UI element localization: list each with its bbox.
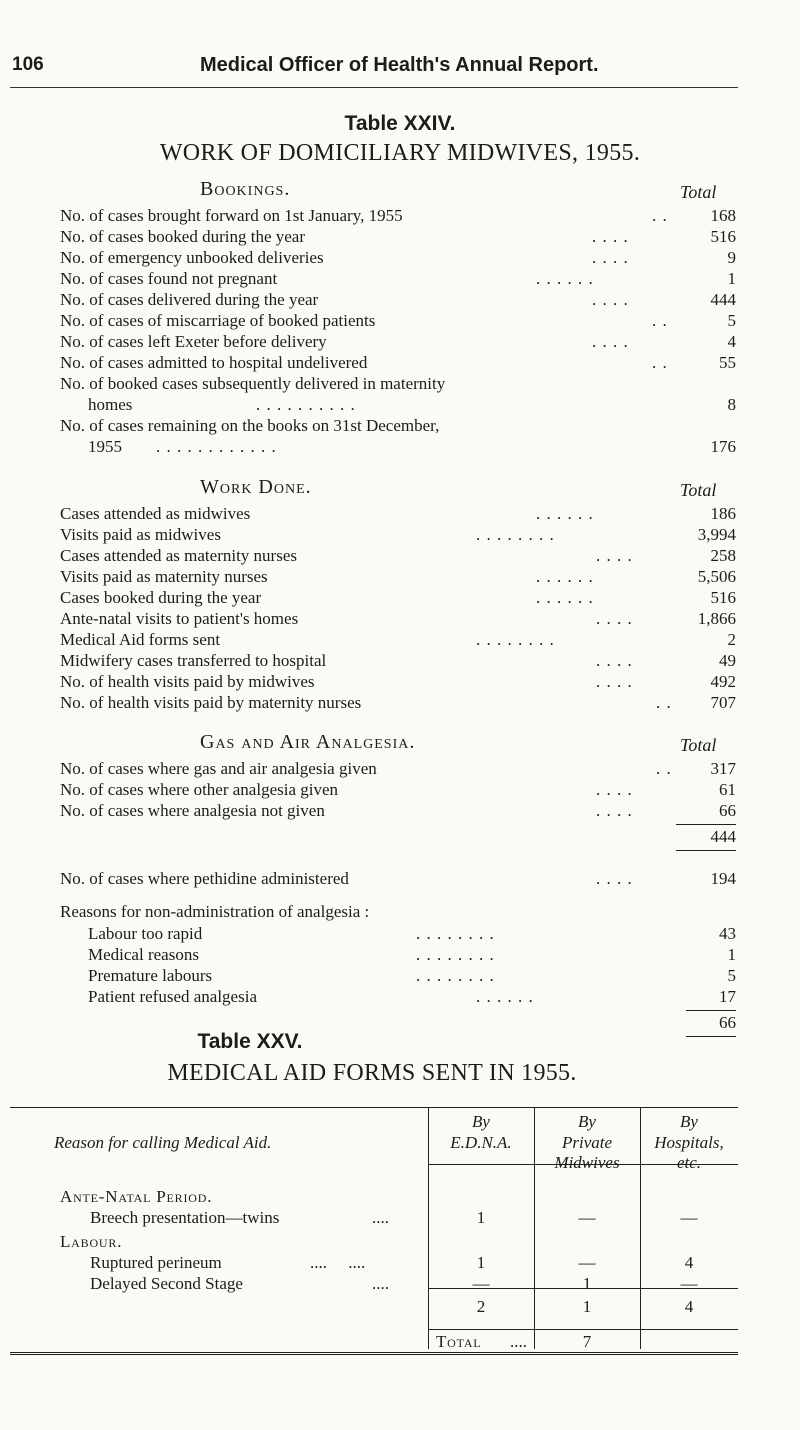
leader-dots: . . . . [596, 651, 633, 670]
row-label: No. of cases brought forward on 1st January, 1955 [60, 206, 403, 225]
row-value: 186 [710, 504, 736, 523]
subtotal-rule [676, 824, 736, 825]
leader-dots: . . . . [596, 609, 633, 628]
column-header-hosp-by: By [680, 1112, 698, 1131]
total-private: 1 [582, 1297, 592, 1316]
leader-dots: . . . . [592, 227, 629, 246]
row-value: 194 [710, 869, 736, 888]
row-value: 317 [710, 759, 736, 778]
row-value: 5 [727, 966, 736, 985]
leader-dots: . . . . . . [536, 504, 594, 523]
row-label: No. of emergency unbooked deliveries [60, 248, 324, 267]
row-label: No. of cases delivered during the year [60, 290, 319, 309]
work-done-title: Work Done. [200, 476, 312, 498]
cell-edna: 1 [476, 1208, 486, 1227]
table-25-heading: Table XXV. [197, 1030, 303, 1053]
cell-hospital: — [680, 1208, 698, 1227]
leader-dots: . . . . . . [536, 269, 594, 288]
leader-dots: . . [656, 759, 672, 778]
table-row [60, 944, 736, 966]
table-row [60, 671, 736, 693]
column-header-private: Private [561, 1133, 613, 1152]
row-label: Cases attended as midwives [60, 504, 251, 523]
row-value: 49 [719, 651, 736, 670]
subtotal-underline [676, 850, 736, 851]
row-label: Midwifery cases transferred to hospital [60, 651, 327, 670]
table-row [60, 415, 736, 437]
totals-bottom-rule [428, 1329, 738, 1330]
leader-dots: . . . . . . . . [476, 630, 555, 649]
row-label: No. of cases booked during the year [60, 227, 306, 246]
row-label: No. of cases where pethidine administered [60, 869, 349, 888]
leader-dots: . . . . . . [536, 588, 594, 607]
bookings-total-header: Total [680, 182, 717, 202]
leader-dots: .... [372, 1274, 389, 1293]
row-value: 258 [710, 546, 736, 565]
table-row [60, 650, 736, 672]
table-bottom-rule [10, 1352, 738, 1355]
row-value: 8 [727, 395, 736, 414]
table-row [60, 566, 736, 588]
row-label: Ruptured perineum [90, 1253, 222, 1272]
table-row [60, 289, 736, 311]
cell-private: — [578, 1253, 596, 1272]
table-row [60, 629, 736, 651]
row-value: 492 [710, 672, 736, 691]
running-header-title: Medical Officer of Health's Annual Report. [200, 54, 599, 76]
leader-dots: . . . . . . . . . . [256, 395, 356, 414]
row-label: Cases attended as maternity nurses [60, 546, 297, 565]
table-row [60, 986, 736, 1008]
gas-air-total-header: Total [680, 735, 717, 755]
table-row [60, 205, 736, 227]
leader-dots: . . . . [596, 869, 633, 888]
reasons-total: 66 [719, 1013, 736, 1032]
row-value: 444 [710, 290, 736, 309]
row-value: 168 [710, 206, 736, 225]
row-value: 176 [710, 437, 736, 456]
row-label: No. of cases found not pregnant [60, 269, 278, 288]
table-row [60, 268, 736, 290]
subtotal-rule [686, 1010, 736, 1011]
table-24-heading: Table XXIV. [344, 112, 456, 135]
bookings-title: Bookings. [200, 178, 291, 200]
table-row [60, 503, 736, 525]
row-value: 707 [710, 693, 736, 712]
page-number: 106 [12, 54, 44, 75]
header-rule [10, 87, 738, 88]
row-label: 1955 [88, 437, 122, 456]
column-header-etc: etc. [676, 1153, 702, 1172]
leader-dots: . . . . [592, 290, 629, 309]
table-row [60, 352, 736, 374]
row-value: 5 [727, 311, 736, 330]
table-row [60, 436, 736, 458]
row-label: No. of cases remaining on the books on 31st December, [60, 416, 440, 435]
work-done-total-header: Total [680, 480, 717, 500]
table-row [60, 779, 736, 801]
analgesia-subtotal: 444 [710, 827, 736, 846]
row-value: 66 [719, 801, 736, 820]
column-header-edna: E.D.N.A. [450, 1133, 512, 1152]
table-row [60, 965, 736, 987]
row-label: homes [88, 395, 133, 414]
leader-dots: . . [652, 206, 668, 225]
row-label: No. of cases where gas and air analgesia given [60, 759, 377, 778]
table-row [60, 226, 736, 248]
row-label: No. of cases admitted to hospital undelivered [60, 353, 368, 372]
table-row [60, 758, 736, 780]
row-label: Ante-natal visits to patient's homes [60, 609, 299, 628]
row-label: Visits paid as midwives [60, 525, 221, 544]
column-header-private-by: By [578, 1112, 596, 1131]
leader-dots: .... .... [310, 1253, 366, 1272]
leader-dots: . . [656, 693, 672, 712]
row-value: 17 [719, 987, 736, 1006]
group-antenatal: Ante-Natal Period. [60, 1187, 213, 1206]
leader-dots: .... [372, 1208, 389, 1227]
cell-edna: 1 [476, 1253, 486, 1272]
row-value: 1,866 [697, 609, 736, 628]
row-value: 1 [727, 945, 736, 964]
leader-dots: . . . . [596, 780, 633, 799]
row-label: Breech presentation—twins [90, 1208, 280, 1227]
table-row [60, 692, 736, 714]
row-label: No. of cases where analgesia not given [60, 801, 325, 820]
row-value: 516 [710, 227, 736, 246]
column-header-midwives: Midwives [554, 1153, 620, 1172]
reasons-heading: Reasons for non-administration of analgesia : [60, 902, 370, 921]
leader-dots: . . . . . . . . [416, 966, 495, 985]
cell-edna: — [472, 1274, 490, 1293]
table-row [60, 373, 736, 395]
leader-dots: . . . . . . . . . . . . [156, 437, 277, 456]
cell-private: — [578, 1208, 596, 1227]
row-value: 5,506 [697, 567, 736, 586]
column-header-reason: Reason for calling Medical Aid. [54, 1133, 272, 1152]
leader-dots: . . . . . . [476, 987, 534, 1006]
row-label: No. of health visits paid by maternity nurses [60, 693, 362, 712]
table-row [60, 247, 736, 269]
table-row [60, 524, 736, 546]
cell-hospital: 4 [684, 1253, 694, 1272]
table-row [60, 800, 736, 822]
leader-dots: . . . . . . . . [476, 525, 555, 544]
gas-air-title: Gas and Air Analgesia. [200, 731, 416, 753]
table-row [60, 868, 736, 890]
table-row [60, 394, 736, 416]
row-value: 516 [710, 588, 736, 607]
subtotal-underline [686, 1036, 736, 1037]
table-24-title: WORK OF DOMICILIARY MIDWIVES, 1955. [159, 140, 641, 166]
table-row [60, 587, 736, 609]
table-top-rule [10, 1107, 738, 1108]
row-label: Premature labours [88, 966, 213, 985]
row-label: Delayed Second Stage [90, 1274, 243, 1293]
cell-hospital: — [680, 1274, 698, 1293]
row-value: 55 [719, 353, 736, 372]
row-label: No. of booked cases subsequently delivered in maternity [60, 374, 446, 393]
row-value: 43 [719, 924, 736, 943]
column-header-edna-by: By [472, 1112, 490, 1131]
table-row [60, 310, 736, 332]
row-label: Cases booked during the year [60, 588, 262, 607]
leader-dots: . . [652, 353, 668, 372]
table-row [60, 331, 736, 353]
row-label: No. of cases left Exeter before delivery [60, 332, 327, 351]
group-labour: Labour. [60, 1232, 123, 1251]
grand-total-value: 7 [582, 1332, 592, 1351]
leader-dots: . . . . [596, 672, 633, 691]
row-label: Patient refused analgesia [88, 987, 257, 1006]
leader-dots: . . . . . . . . [416, 924, 495, 943]
row-value: 4 [727, 332, 736, 351]
row-label: Medical reasons [88, 945, 199, 964]
table-row [60, 608, 736, 630]
leader-dots: . . . . . . [536, 567, 594, 586]
table-row [60, 545, 736, 567]
row-value: 1 [727, 269, 736, 288]
leader-dots: .... [510, 1332, 527, 1351]
row-value: 9 [727, 248, 736, 267]
row-value: 2 [727, 630, 736, 649]
total-edna: 2 [476, 1297, 486, 1316]
row-label: No. of cases where other analgesia given [60, 780, 339, 799]
cell-private: 1 [582, 1274, 592, 1293]
grand-total-label: Total [436, 1332, 482, 1351]
row-label: No. of cases of miscarriage of booked patients [60, 311, 376, 330]
row-label: Visits paid as maternity nurses [60, 567, 268, 586]
leader-dots: . . . . [596, 546, 633, 565]
leader-dots: . . . . [592, 248, 629, 267]
row-label: Medical Aid forms sent [60, 630, 221, 649]
row-value: 3,994 [697, 525, 736, 544]
row-label: Labour too rapid [88, 924, 203, 943]
leader-dots: . . . . . . . . [416, 945, 495, 964]
table-row [60, 923, 736, 945]
column-header-hospitals: Hospitals, [654, 1133, 724, 1152]
row-label: No. of health visits paid by midwives [60, 672, 315, 691]
leader-dots: . . . . [596, 801, 633, 820]
table-25-title: MEDICAL AID FORMS SENT IN 1955. [167, 1060, 577, 1086]
leader-dots: . . [652, 311, 668, 330]
row-value: 61 [719, 780, 736, 799]
leader-dots: . . . . [592, 332, 629, 351]
total-hospital: 4 [684, 1297, 694, 1316]
